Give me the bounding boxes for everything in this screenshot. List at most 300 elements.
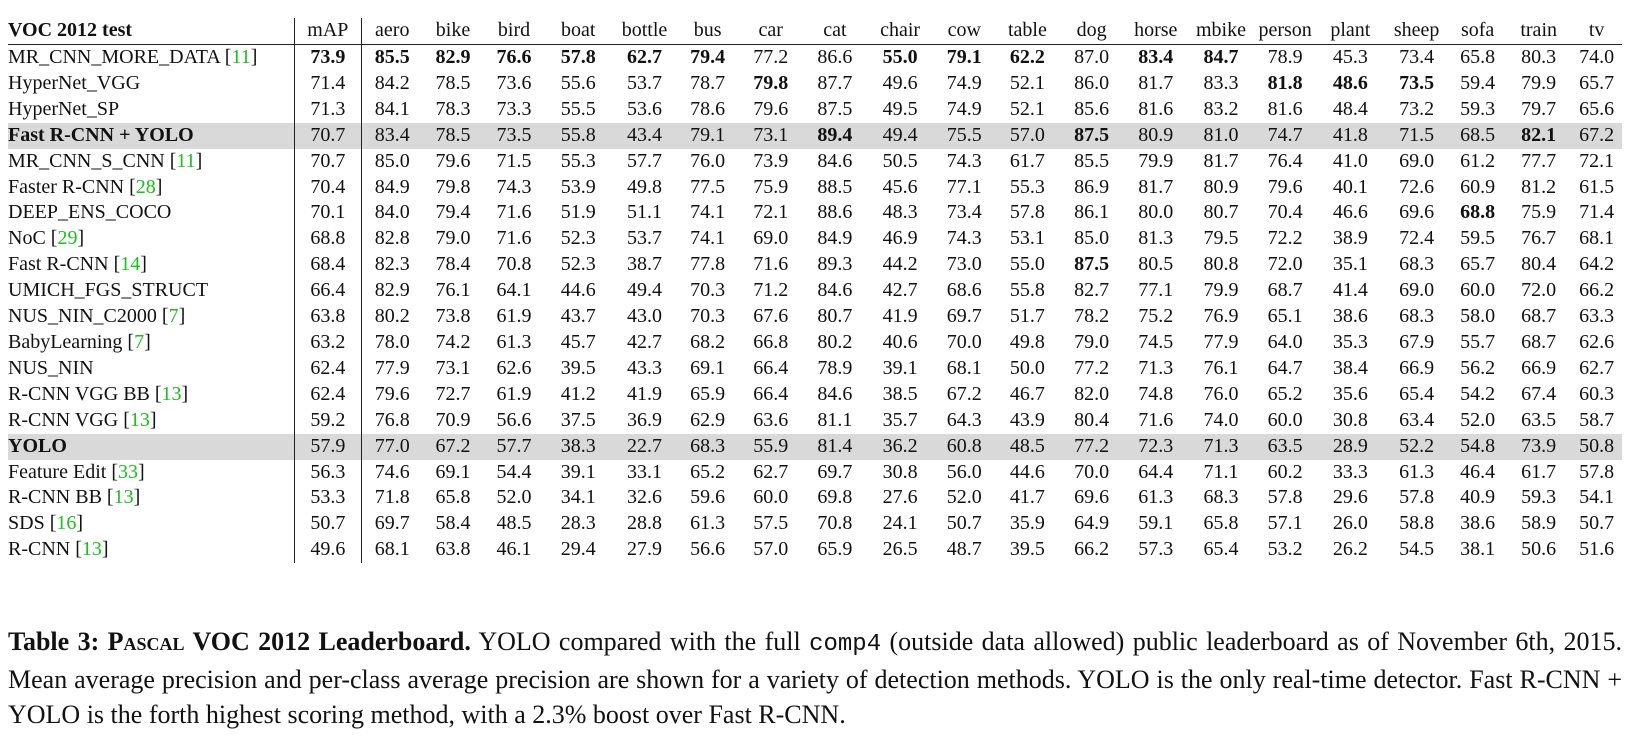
- ap-value-cell: 81.4: [803, 434, 866, 460]
- ap-value-cell: 41.9: [626, 382, 662, 405]
- ap-value-cell: 73.6: [496, 71, 532, 94]
- ap-value-cell: 84.6: [817, 382, 853, 405]
- leaderboard-table: [8, 18, 1622, 563]
- ap-value-cell: 76.7: [1521, 227, 1557, 250]
- method-name-cell: [8, 356, 294, 382]
- ap-value-cell: 79.1: [677, 123, 738, 149]
- ap-value-cell: 40.6: [882, 330, 918, 353]
- citation-link[interactable]: 11: [231, 46, 251, 68]
- ap-value-cell: 85.0: [1074, 227, 1110, 250]
- table-caption: [8, 624, 1622, 732]
- ap-value-cell: 66.2: [1074, 538, 1110, 561]
- table-row: [8, 252, 1622, 278]
- ap-value-cell: 79.1: [946, 46, 982, 68]
- ap-value-cell: 57.8: [1009, 201, 1045, 224]
- ap-value-cell: 74.3: [946, 149, 982, 172]
- citation-link[interactable]: 33: [117, 460, 138, 483]
- ap-value-cell: 57.3: [1138, 538, 1174, 561]
- ap-value-cell: 74.9: [946, 97, 982, 120]
- citation-link[interactable]: 28: [135, 175, 156, 198]
- ap-value-cell: 67.4: [1521, 382, 1557, 405]
- citation-link[interactable]: 13: [129, 408, 150, 431]
- citation-link[interactable]: 29: [57, 227, 78, 250]
- ap-value-cell: 52.0: [496, 486, 532, 509]
- caption-title: [108, 627, 471, 656]
- method-name-cell: [8, 97, 294, 123]
- map-value-cell: 70.7: [294, 123, 361, 149]
- ap-value-cell: 75.9: [1521, 201, 1557, 224]
- ap-value-cell: 84.2: [374, 71, 410, 94]
- ap-value-cell: 68.2: [690, 330, 726, 353]
- ap-value-cell: 32.6: [626, 486, 662, 509]
- map-value-cell: 53.3: [294, 485, 361, 511]
- ap-value-cell: 86.9: [1074, 175, 1110, 198]
- ap-value-cell: 51.1: [626, 201, 662, 224]
- ap-value-cell: 63.4: [1399, 408, 1435, 431]
- ap-value-cell: 58.9: [1521, 512, 1557, 535]
- ap-value-cell: 82.7: [1074, 279, 1110, 302]
- citation-link[interactable]: 13: [113, 486, 134, 509]
- ap-value-cell: 80.7: [1203, 201, 1239, 224]
- caption-label: Table 3:: [8, 627, 100, 656]
- ap-value-cell: 81.0: [1188, 123, 1253, 149]
- ap-value-cell: 49.8: [626, 175, 662, 198]
- ap-value-cell: 78.3: [435, 97, 471, 120]
- table-row: [8, 485, 1622, 511]
- ap-value-cell: 76.9: [1203, 305, 1239, 328]
- ap-value-cell: 79.0: [435, 227, 471, 250]
- ap-value-cell: 77.1: [1138, 279, 1174, 302]
- map-value-cell: 56.3: [294, 460, 361, 486]
- method-name: R-CNN BB: [8, 486, 102, 509]
- table-row: [8, 149, 1622, 175]
- ap-value-cell: 42.7: [882, 279, 918, 302]
- citation-link[interactable]: 13: [81, 538, 102, 561]
- ap-value-cell: 68.5: [1449, 123, 1506, 149]
- table-row: [8, 330, 1622, 356]
- ap-value-cell: 43.3: [626, 356, 662, 379]
- method-name: BabyLearning: [8, 330, 123, 353]
- ap-value-cell: 85.5: [1074, 149, 1110, 172]
- column-header-cat: cat: [803, 18, 866, 45]
- ap-value-cell: 74.3: [496, 175, 532, 198]
- ap-value-cell: 72.3: [1123, 434, 1188, 460]
- column-header-plant: plant: [1317, 18, 1384, 45]
- ap-value-cell: 28.9: [1317, 434, 1384, 460]
- ap-value-cell: 56.0: [946, 460, 982, 483]
- ap-value-cell: 65.9: [817, 538, 853, 561]
- ap-value-cell: 65.7: [1460, 253, 1496, 276]
- method-name-cell: MR_CNN_S_CNN [11]: [8, 149, 294, 175]
- ap-value-cell: 30.8: [882, 460, 918, 483]
- ap-value-cell: 62.2: [1009, 46, 1045, 68]
- ap-value-cell: 78.5: [423, 123, 484, 149]
- method-name-cell: R-CNN BB [13]: [8, 485, 294, 511]
- ap-value-cell: 79.8: [435, 175, 471, 198]
- method-name: Feature Edit: [8, 460, 107, 483]
- map-value-cell: 73.9: [294, 45, 361, 71]
- ap-value-cell: 81.6: [1138, 97, 1174, 120]
- ap-value-cell: 73.2: [1399, 97, 1435, 120]
- ap-value-cell: 38.6: [1460, 512, 1496, 535]
- method-name: DEEP_ENS_COCO: [8, 201, 172, 224]
- ap-value-cell: 49.4: [626, 279, 662, 302]
- ap-value-cell: 77.8: [690, 253, 726, 276]
- column-header-table: table: [995, 18, 1060, 45]
- ap-value-cell: 54.1: [1579, 486, 1615, 509]
- ap-value-cell: 73.4: [946, 201, 982, 224]
- ap-value-cell: 39.1: [560, 460, 596, 483]
- ap-value-cell: 85.0: [374, 149, 410, 172]
- ap-value-cell: 71.4: [1579, 201, 1615, 224]
- ap-value-cell: 65.2: [690, 460, 726, 483]
- map-value-cell: 71.4: [294, 71, 361, 97]
- ap-value-cell: 80.0: [1138, 201, 1174, 224]
- ap-value-cell: 68.7: [1521, 305, 1557, 328]
- column-header-aero: aero: [362, 18, 423, 45]
- ap-value-cell: 50.6: [1521, 538, 1557, 561]
- ap-value-cell: 52.0: [1460, 408, 1496, 431]
- method-name: NUS_NIN: [8, 356, 94, 379]
- ap-value-cell: 62.7: [1579, 356, 1615, 379]
- ap-value-cell: 69.7: [817, 460, 853, 483]
- ap-value-cell: 63.5: [1254, 434, 1317, 460]
- method-name-cell: R-CNN VGG BB [13]: [8, 382, 294, 408]
- ap-value-cell: 28.3: [560, 512, 596, 535]
- ap-value-cell: 67.2: [423, 434, 484, 460]
- ap-value-cell: 41.8: [1317, 123, 1384, 149]
- ap-value-cell: 72.0: [1521, 279, 1557, 302]
- ap-value-cell: 78.9: [817, 356, 853, 379]
- table-row: [8, 408, 1622, 434]
- ap-value-cell: 70.0: [1074, 460, 1110, 483]
- ap-value-cell: 65.4: [1203, 538, 1239, 561]
- ap-value-cell: 80.9: [1203, 175, 1239, 198]
- ap-value-cell: 78.4: [435, 253, 471, 276]
- ap-value-cell: 41.2: [560, 382, 596, 405]
- ap-value-cell: 77.9: [374, 356, 410, 379]
- column-header-map: mAP: [294, 18, 361, 45]
- ap-value-cell: 55.0: [1009, 253, 1045, 276]
- citation-link[interactable]: 13: [161, 382, 182, 405]
- ap-value-cell: 82.0: [1074, 382, 1110, 405]
- ap-value-cell: 48.7: [946, 538, 982, 561]
- ap-value-cell: 78.2: [1074, 305, 1110, 328]
- ap-value-cell: 27.9: [626, 538, 662, 561]
- ap-value-cell: 52.1: [1009, 71, 1045, 94]
- ap-value-cell: 61.3: [496, 330, 532, 353]
- ap-value-cell: 79.6: [374, 382, 410, 405]
- ap-value-cell: 64.3: [946, 408, 982, 431]
- ap-value-cell: 71.2: [753, 279, 789, 302]
- ap-value-cell: 26.0: [1332, 512, 1368, 535]
- ap-value-cell: 83.4: [362, 123, 423, 149]
- method-name: HyperNet_VGG: [8, 71, 141, 94]
- ap-value-cell: 69.0: [1399, 279, 1435, 302]
- table-row: [8, 537, 1622, 563]
- ap-value-cell: 67.2: [946, 382, 982, 405]
- ap-value-cell: 58.4: [435, 512, 471, 535]
- ap-value-cell: 67.6: [753, 305, 789, 328]
- ap-value-cell: 60.0: [753, 486, 789, 509]
- ap-value-cell: 63.5: [1521, 408, 1557, 431]
- ap-value-cell: 70.3: [690, 305, 726, 328]
- ap-value-cell: 53.7: [626, 71, 662, 94]
- ap-value-cell: 38.4: [1332, 356, 1368, 379]
- ap-value-cell: 88.6: [817, 201, 853, 224]
- ap-value-cell: 62.7: [753, 460, 789, 483]
- ap-value-cell: 60.2: [1267, 460, 1303, 483]
- ap-value-cell: 38.7: [626, 253, 662, 276]
- ap-value-cell: 80.8: [1203, 253, 1239, 276]
- ap-value-cell: 80.4: [1074, 408, 1110, 431]
- citation-link[interactable]: 11: [176, 149, 196, 172]
- ap-value-cell: 64.1: [496, 279, 532, 302]
- ap-value-cell: 74.8: [1138, 382, 1174, 405]
- ap-value-cell: 33.3: [1332, 460, 1368, 483]
- ap-value-cell: 66.9: [1521, 356, 1557, 379]
- ap-value-cell: 73.1: [738, 123, 803, 149]
- ap-value-cell: 78.0: [374, 330, 410, 353]
- table-row: [8, 304, 1622, 330]
- caption-title-smallcaps: Pascal: [107, 627, 185, 656]
- ap-value-cell: 54.4: [496, 460, 532, 483]
- ap-value-cell: 72.6: [1399, 175, 1435, 198]
- table-row: [8, 200, 1622, 226]
- ap-value-cell: 81.7: [1203, 149, 1239, 172]
- ap-value-cell: 66.4: [753, 356, 789, 379]
- ap-value-cell: 51.6: [1579, 538, 1615, 561]
- column-header-dog: dog: [1060, 18, 1123, 45]
- table-body: [8, 45, 1622, 564]
- citation-link[interactable]: 7: [134, 330, 145, 353]
- ap-value-cell: 84.0: [374, 201, 410, 224]
- ap-value-cell: 56.6: [690, 538, 726, 561]
- ap-value-cell: 50.8: [1571, 434, 1622, 460]
- ap-value-cell: 80.5: [1138, 253, 1174, 276]
- ap-value-cell: 78.6: [690, 97, 726, 120]
- ap-value-cell: 77.0: [362, 434, 423, 460]
- map-value-cell: 71.3: [294, 97, 361, 123]
- map-value-cell: 66.4: [294, 278, 361, 304]
- ap-value-cell: 67.9: [1399, 330, 1435, 353]
- ap-value-cell: 71.6: [496, 201, 532, 224]
- ap-value-cell: 59.5: [1460, 227, 1496, 250]
- column-header-bottle: bottle: [612, 18, 677, 45]
- ap-value-cell: 29.4: [560, 538, 596, 561]
- ap-value-cell: 26.2: [1332, 538, 1368, 561]
- ap-value-cell: 61.3: [690, 512, 726, 535]
- column-header-sofa: sofa: [1449, 18, 1506, 45]
- ap-value-cell: 66.8: [753, 330, 789, 353]
- ap-value-cell: 79.9: [1138, 149, 1174, 172]
- ap-value-cell: 84.6: [817, 149, 853, 172]
- ap-value-cell: 68.8: [1460, 201, 1496, 224]
- ap-value-cell: 43.0: [626, 305, 662, 328]
- ap-value-cell: 70.0: [946, 330, 982, 353]
- table-row: [8, 434, 1622, 460]
- ap-value-cell: 50.7: [1579, 512, 1615, 535]
- method-name: Fast R-CNN: [8, 253, 109, 276]
- map-value-cell: 49.6: [294, 537, 361, 563]
- ap-value-cell: 44.6: [1009, 460, 1045, 483]
- ap-value-cell: 72.1: [1579, 149, 1615, 172]
- ap-value-cell: 35.9: [1009, 512, 1045, 535]
- ap-value-cell: 86.6: [817, 46, 853, 68]
- ap-value-cell: 86.1: [1074, 201, 1110, 224]
- ap-value-cell: 61.3: [1399, 460, 1435, 483]
- ap-value-cell: 40.9: [1460, 486, 1496, 509]
- ap-value-cell: 71.5: [496, 149, 532, 172]
- citation-link[interactable]: 7: [168, 305, 179, 328]
- ap-value-cell: 66.4: [753, 382, 789, 405]
- method-name-cell: [8, 200, 294, 226]
- ap-value-cell: 27.6: [882, 486, 918, 509]
- ap-value-cell: 39.5: [560, 356, 596, 379]
- ap-value-cell: 85.6: [1074, 97, 1110, 120]
- ap-value-cell: 36.9: [626, 408, 662, 431]
- method-name: HyperNet_SP: [8, 97, 120, 120]
- ap-value-cell: 87.7: [817, 71, 853, 94]
- ap-value-cell: 38.9: [1332, 227, 1368, 250]
- ap-value-cell: 76.1: [1203, 356, 1239, 379]
- ap-value-cell: 64.0: [1267, 330, 1303, 353]
- map-value-cell: 70.1: [294, 200, 361, 226]
- ap-value-cell: 48.6: [1332, 71, 1368, 94]
- ap-value-cell: 61.9: [496, 305, 532, 328]
- ap-value-cell: 52.0: [946, 486, 982, 509]
- ap-value-cell: 68.3: [1203, 486, 1239, 509]
- column-header-boat: boat: [545, 18, 612, 45]
- ap-value-cell: 60.0: [1460, 279, 1496, 302]
- ap-value-cell: 69.0: [1399, 149, 1435, 172]
- ap-value-cell: 48.4: [1332, 97, 1368, 120]
- ap-value-cell: 82.1: [1506, 123, 1571, 149]
- ap-value-cell: 84.9: [374, 175, 410, 198]
- ap-value-cell: 71.8: [374, 486, 410, 509]
- ap-value-cell: 82.8: [374, 227, 410, 250]
- ap-value-cell: 37.5: [560, 408, 596, 431]
- ap-value-cell: 87.0: [1074, 46, 1110, 68]
- method-name-cell: R-CNN VGG [13]: [8, 408, 294, 434]
- ap-value-cell: 87.5: [1074, 253, 1110, 276]
- ap-value-cell: 82.9: [374, 279, 410, 302]
- ap-value-cell: 55.6: [560, 71, 596, 94]
- ap-value-cell: 79.4: [690, 46, 726, 68]
- ap-value-cell: 80.2: [817, 330, 853, 353]
- ap-value-cell: 56.2: [1460, 356, 1496, 379]
- ap-value-cell: 83.2: [1203, 97, 1239, 120]
- ap-value-cell: 79.5: [1203, 227, 1239, 250]
- ap-value-cell: 59.6: [690, 486, 726, 509]
- ap-value-cell: 71.1: [1203, 460, 1239, 483]
- ap-value-cell: 35.3: [1332, 330, 1368, 353]
- ap-value-cell: 66.9: [1399, 356, 1435, 379]
- method-name-cell: NUS_NIN_C2000 [7]: [8, 304, 294, 330]
- ap-value-cell: 72.4: [1399, 227, 1435, 250]
- ap-value-cell: 71.6: [753, 253, 789, 276]
- ap-value-cell: 54.8: [1449, 434, 1506, 460]
- citation-link[interactable]: 16: [56, 512, 77, 535]
- ap-value-cell: 41.0: [1332, 149, 1368, 172]
- ap-value-cell: 65.6: [1579, 97, 1615, 120]
- ap-value-cell: 38.6: [1332, 305, 1368, 328]
- ap-value-cell: 68.1: [374, 538, 410, 561]
- ap-value-cell: 73.8: [435, 305, 471, 328]
- method-name-cell: [8, 123, 294, 149]
- ap-value-cell: 69.7: [374, 512, 410, 535]
- ap-value-cell: 74.9: [946, 71, 982, 94]
- ap-value-cell: 82.3: [374, 253, 410, 276]
- ap-value-cell: 28.8: [626, 512, 662, 535]
- ap-value-cell: 64.7: [1267, 356, 1303, 379]
- ap-value-cell: 57.0: [995, 123, 1060, 149]
- ap-value-cell: 59.1: [1138, 512, 1174, 535]
- ap-value-cell: 70.8: [496, 253, 532, 276]
- column-header-horse: horse: [1123, 18, 1188, 45]
- ap-value-cell: 30.8: [1332, 408, 1368, 431]
- column-header-person: person: [1254, 18, 1317, 45]
- ap-value-cell: 83.3: [1203, 71, 1239, 94]
- ap-value-cell: 44.6: [560, 279, 596, 302]
- ap-value-cell: 35.6: [1332, 382, 1368, 405]
- ap-value-cell: 88.5: [817, 175, 853, 198]
- ap-value-cell: 74.5: [1138, 330, 1174, 353]
- ap-value-cell: 80.9: [1123, 123, 1188, 149]
- ap-value-cell: 49.5: [882, 97, 918, 120]
- method-name: R-CNN VGG BB: [8, 382, 150, 405]
- method-name-cell: Faster R-CNN [28]: [8, 175, 294, 201]
- ap-value-cell: 41.4: [1332, 279, 1368, 302]
- ap-value-cell: 55.7: [1460, 330, 1496, 353]
- ap-value-cell: 60.8: [934, 434, 995, 460]
- ap-value-cell: 54.2: [1460, 382, 1496, 405]
- ap-value-cell: 53.1: [1009, 227, 1045, 250]
- ap-value-cell: 62.7: [626, 46, 662, 68]
- citation-link[interactable]: 14: [120, 253, 141, 276]
- ap-value-cell: 57.8: [1399, 486, 1435, 509]
- ap-value-cell: 81.6: [1267, 97, 1303, 120]
- ap-value-cell: 41.9: [882, 305, 918, 328]
- method-name: Faster R-CNN: [8, 175, 125, 198]
- ap-value-cell: 63.3: [1579, 305, 1615, 328]
- method-name: NoC: [8, 227, 46, 250]
- ap-value-cell: 65.9: [690, 382, 726, 405]
- map-value-cell: 63.8: [294, 304, 361, 330]
- ap-value-cell: 46.4: [1460, 460, 1496, 483]
- ap-value-cell: 49.8: [1009, 330, 1045, 353]
- ap-value-cell: 81.7: [1138, 175, 1174, 198]
- ap-value-cell: 57.7: [626, 149, 662, 172]
- ap-value-cell: 24.1: [882, 512, 918, 535]
- ap-value-cell: 41.7: [1009, 486, 1045, 509]
- ap-value-cell: 68.6: [946, 279, 982, 302]
- ap-value-cell: 58.8: [1399, 512, 1435, 535]
- ap-value-cell: 79.4: [435, 201, 471, 224]
- column-header-bird: bird: [484, 18, 545, 45]
- ap-value-cell: 83.4: [1138, 46, 1174, 68]
- map-value-cell: 70.7: [294, 149, 361, 175]
- ap-value-cell: 79.6: [1267, 175, 1303, 198]
- ap-value-cell: 77.5: [690, 175, 726, 198]
- ap-value-cell: 45.6: [882, 175, 918, 198]
- ap-value-cell: 38.1: [1460, 538, 1496, 561]
- ap-value-cell: 46.7: [1009, 382, 1045, 405]
- method-name: R-CNN: [8, 538, 71, 561]
- ap-value-cell: 65.8: [1203, 512, 1239, 535]
- ap-value-cell: 61.9: [496, 382, 532, 405]
- ap-value-cell: 52.3: [560, 253, 596, 276]
